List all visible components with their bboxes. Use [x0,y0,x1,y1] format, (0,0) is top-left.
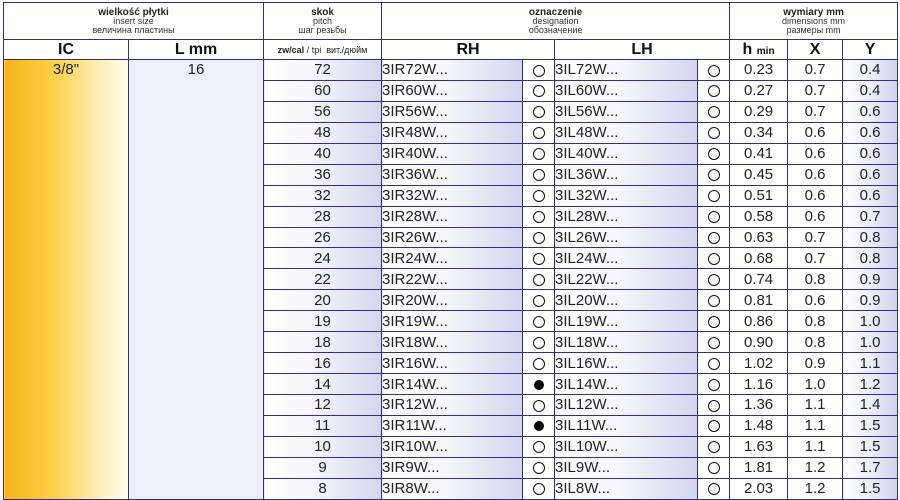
h-min-cell: 0.51 [730,185,788,206]
h-min-cell: 0.86 [730,311,788,332]
lh-availability [698,478,730,499]
y-cell: 0.6 [843,101,898,122]
lh-availability [698,436,730,457]
open-circle-icon [708,400,720,412]
header-row-columns [4,40,898,60]
insert-size-en: insert size [113,15,154,26]
lh-designation: 3IL20W... [555,290,698,311]
designation-header [382,3,730,40]
x-cell: 0.6 [788,143,843,164]
l-value: 16 [187,61,205,78]
lh-availability [698,80,730,101]
lh-designation: 3IL48W... [555,122,698,143]
rh-designation: 3IR14W... [382,374,523,395]
open-circle-icon [708,65,720,77]
col-lmm: L mm [129,40,264,60]
lh-availability [698,374,730,395]
rh-availability [523,80,555,101]
lh-designation: 3IL24W... [555,248,698,269]
x-cell: 0.6 [788,164,843,185]
pitch-unit-tpi: tpi [311,44,322,55]
rh-designation: 3IR60W... [382,80,523,101]
lh-availability [698,164,730,185]
lh-availability [698,185,730,206]
open-circle-icon [533,316,545,328]
h-min-cell: 1.36 [730,395,788,416]
rh-availability [523,248,555,269]
col-pitch-units [264,40,382,60]
open-circle-icon [708,295,720,307]
x-cell: 1.1 [788,436,843,457]
h-min-cell: 0.29 [730,101,788,122]
lh-designation: 3IL14W... [555,374,698,395]
open-circle-icon [533,190,545,202]
open-circle-icon [708,483,720,495]
pitch-cell: 16 [264,353,382,374]
y-cell: 0.6 [843,164,898,185]
open-circle-icon [533,106,545,118]
pitch-header [264,3,382,40]
lh-designation: 3IL32W... [555,185,698,206]
open-circle-icon [533,358,545,370]
lh-availability [698,311,730,332]
x-cell: 0.8 [788,311,843,332]
col-x: X [788,40,843,60]
dimensions-header [730,3,898,40]
lh-designation: 3IL56W... [555,101,698,122]
y-cell: 1.1 [843,353,898,374]
rh-designation: 3IR16W... [382,353,523,374]
pitch-cell: 19 [264,311,382,332]
lh-designation: 3IL26W... [555,227,698,248]
ic-value-cell [4,60,129,500]
x-cell: 1.1 [788,395,843,416]
designation-ru: обозначение [528,24,583,35]
y-cell: 0.6 [843,185,898,206]
h-min-cell: 1.48 [730,415,788,436]
open-circle-icon [708,420,720,432]
lh-availability [698,395,730,416]
pitch-pl: skok [311,6,334,18]
rh-availability [523,164,555,185]
h-min-cell: 1.63 [730,436,788,457]
rh-designation: 3IR9W... [382,457,523,478]
y-cell: 0.6 [843,122,898,143]
pitch-cell: 22 [264,269,382,290]
lh-designation: 3IL18W... [555,332,698,353]
l-value-cell [129,60,264,500]
y-cell: 1.4 [843,395,898,416]
ic-value: 3/8" [52,61,80,78]
rh-designation: 3IR26W... [382,227,523,248]
pitch-cell: 32 [264,185,382,206]
y-cell: 0.4 [843,60,898,81]
open-circle-icon [708,358,720,370]
open-circle-icon [708,337,720,349]
insert-size-ru: величина пластины [92,24,175,35]
y-cell: 1.5 [843,478,898,499]
col-ic: IC [4,40,129,60]
rh-availability [523,143,555,164]
x-cell: 1.0 [788,374,843,395]
col-h-sub: min [756,45,775,57]
x-cell: 0.7 [788,101,843,122]
open-circle-icon [533,211,545,223]
open-circle-icon [708,190,720,202]
pitch-cell: 48 [264,122,382,143]
x-cell: 1.1 [788,415,843,436]
x-cell: 0.9 [788,353,843,374]
y-cell: 0.8 [843,248,898,269]
pitch-cell: 20 [264,290,382,311]
rh-designation: 3IR24W... [382,248,523,269]
table-row [4,60,898,81]
col-rh: RH [382,40,555,60]
lh-designation: 3IL19W... [555,311,698,332]
h-min-cell: 0.63 [730,227,788,248]
y-cell: 0.8 [843,227,898,248]
lh-designation: 3IL36W... [555,164,698,185]
rh-availability [523,353,555,374]
open-circle-icon [533,169,545,181]
open-circle-icon [708,211,720,223]
open-circle-icon [708,441,720,453]
lh-designation: 3IL12W... [555,395,698,416]
lh-designation: 3IL40W... [555,143,698,164]
lh-availability [698,227,730,248]
rh-availability [523,290,555,311]
h-min-cell: 0.41 [730,143,788,164]
col-h-min [730,40,788,60]
open-circle-icon [708,253,720,265]
h-min-cell: 0.34 [730,122,788,143]
h-min-cell: 0.45 [730,164,788,185]
x-cell: 0.7 [788,80,843,101]
y-cell: 1.5 [843,436,898,457]
lh-availability [698,248,730,269]
x-cell: 0.8 [788,332,843,353]
pitch-cell: 56 [264,101,382,122]
h-min-cell: 1.16 [730,374,788,395]
rh-availability [523,457,555,478]
rh-availability [523,415,555,436]
open-circle-icon [533,441,545,453]
lh-designation: 3IL8W... [555,478,698,499]
h-min-cell: 0.74 [730,269,788,290]
pitch-cell: 10 [264,436,382,457]
table-body [4,60,898,500]
x-cell: 1.2 [788,457,843,478]
h-min-cell: 0.58 [730,206,788,227]
rh-designation: 3IR20W... [382,290,523,311]
dimensions-pl: wymiary mm [783,6,844,18]
rh-availability [523,374,555,395]
rh-designation: 3IR32W... [382,185,523,206]
y-cell: 0.6 [843,143,898,164]
open-circle-icon [708,274,720,286]
lh-designation: 3IL9W... [555,457,698,478]
dimensions-ru: размеры mm [786,24,841,35]
rh-availability [523,269,555,290]
lh-availability [698,332,730,353]
rh-designation: 3IR36W... [382,164,523,185]
pitch-cell: 14 [264,374,382,395]
h-min-cell: 0.27 [730,80,788,101]
pitch-cell: 12 [264,395,382,416]
open-circle-icon [533,400,545,412]
lh-availability [698,353,730,374]
h-min-cell: 1.02 [730,353,788,374]
header-row-languages [4,3,898,40]
col-lh: LH [555,40,730,60]
h-min-cell: 0.68 [730,248,788,269]
lh-availability [698,60,730,81]
lh-designation: 3IL72W... [555,60,698,81]
pitch-unit-pl: zw/cal [277,44,305,55]
lh-designation: 3IL16W... [555,353,698,374]
y-cell: 1.2 [843,374,898,395]
rh-designation: 3IR12W... [382,395,523,416]
open-circle-icon [533,337,545,349]
y-cell: 0.7 [843,206,898,227]
h-min-cell: 2.03 [730,478,788,499]
y-cell: 1.0 [843,311,898,332]
y-cell: 1.7 [843,457,898,478]
insert-size-header [4,3,264,40]
pitch-cell: 72 [264,60,382,81]
pitch-cell: 60 [264,80,382,101]
lh-designation: 3IL11W... [555,415,698,436]
rh-availability [523,311,555,332]
open-circle-icon [708,232,720,244]
open-circle-icon [533,462,545,474]
open-circle-icon [533,274,545,286]
x-cell: 0.8 [788,269,843,290]
h-min-cell: 1.81 [730,457,788,478]
pitch-cell: 11 [264,415,382,436]
open-circle-icon [533,65,545,77]
rh-designation: 3IR72W... [382,60,523,81]
lh-availability [698,206,730,227]
open-circle-icon [533,232,545,244]
y-cell: 0.9 [843,269,898,290]
insert-size-pl: wielkość płytki [98,6,169,18]
rh-availability [523,122,555,143]
x-cell: 0.7 [788,60,843,81]
open-circle-icon [533,148,545,160]
rh-availability [523,436,555,457]
open-circle-icon [708,85,720,97]
pitch-en: pitch [313,15,333,26]
rh-designation: 3IR22W... [382,269,523,290]
rh-availability [523,395,555,416]
x-cell: 0.6 [788,185,843,206]
designation-en: designation [532,15,579,26]
rh-designation: 3IR40W... [382,143,523,164]
x-cell: 0.6 [788,206,843,227]
h-min-cell: 0.90 [730,332,788,353]
y-cell: 1.5 [843,415,898,436]
x-cell: 0.7 [788,248,843,269]
open-circle-icon [533,483,545,495]
rh-availability [523,206,555,227]
rh-designation: 3IR28W... [382,206,523,227]
pitch-cell: 26 [264,227,382,248]
rh-designation: 3IR48W... [382,122,523,143]
col-h-label: h [742,40,753,58]
rh-designation: 3IR56W... [382,101,523,122]
x-cell: 0.6 [788,290,843,311]
designation-pl: oznaczenie [528,6,583,18]
lh-availability [698,457,730,478]
rh-designation: 3IR19W... [382,311,523,332]
lh-designation: 3IL22W... [555,269,698,290]
open-circle-icon [708,106,720,118]
pitch-unit-sep: / [304,44,312,55]
lh-availability [698,122,730,143]
lh-availability [698,101,730,122]
filled-circle-icon [534,380,544,390]
rh-availability [523,332,555,353]
open-circle-icon [708,462,720,474]
pitch-unit-ru: вит./дюйм [326,44,368,55]
pitch-cell: 8 [264,478,382,499]
lh-designation: 3IL60W... [555,80,698,101]
rh-designation: 3IR11W... [382,415,523,436]
y-cell: 0.9 [843,290,898,311]
y-cell: 1.0 [843,332,898,353]
pitch-cell: 24 [264,248,382,269]
col-y: Y [843,40,898,60]
rh-designation: 3IR8W... [382,478,523,499]
lh-availability [698,415,730,436]
x-cell: 0.6 [788,122,843,143]
pitch-cell: 9 [264,457,382,478]
thread-insert-table [3,2,898,500]
lh-availability [698,290,730,311]
open-circle-icon [533,85,545,97]
open-circle-icon [533,295,545,307]
rh-availability [523,185,555,206]
open-circle-icon [708,148,720,160]
x-cell: 0.7 [788,227,843,248]
y-cell: 0.4 [843,80,898,101]
lh-availability [698,143,730,164]
pitch-cell: 36 [264,164,382,185]
pitch-cell: 18 [264,332,382,353]
rh-availability [523,478,555,499]
rh-availability [523,60,555,81]
h-min-cell: 0.81 [730,290,788,311]
h-min-cell: 0.23 [730,60,788,81]
x-cell: 1.2 [788,478,843,499]
pitch-cell: 28 [264,206,382,227]
filled-circle-icon [534,421,544,431]
open-circle-icon [708,316,720,328]
open-circle-icon [708,379,720,391]
pitch-cell: 40 [264,143,382,164]
rh-availability [523,101,555,122]
open-circle-icon [533,127,545,139]
lh-designation: 3IL28W... [555,206,698,227]
rh-availability [523,227,555,248]
open-circle-icon [708,127,720,139]
pitch-ru: шаг резьбы [298,24,347,35]
dimensions-en: dimensions mm [782,15,846,26]
open-circle-icon [533,253,545,265]
rh-designation: 3IR10W... [382,436,523,457]
open-circle-icon [708,169,720,181]
lh-availability [698,269,730,290]
lh-designation: 3IL10W... [555,436,698,457]
rh-designation: 3IR18W... [382,332,523,353]
